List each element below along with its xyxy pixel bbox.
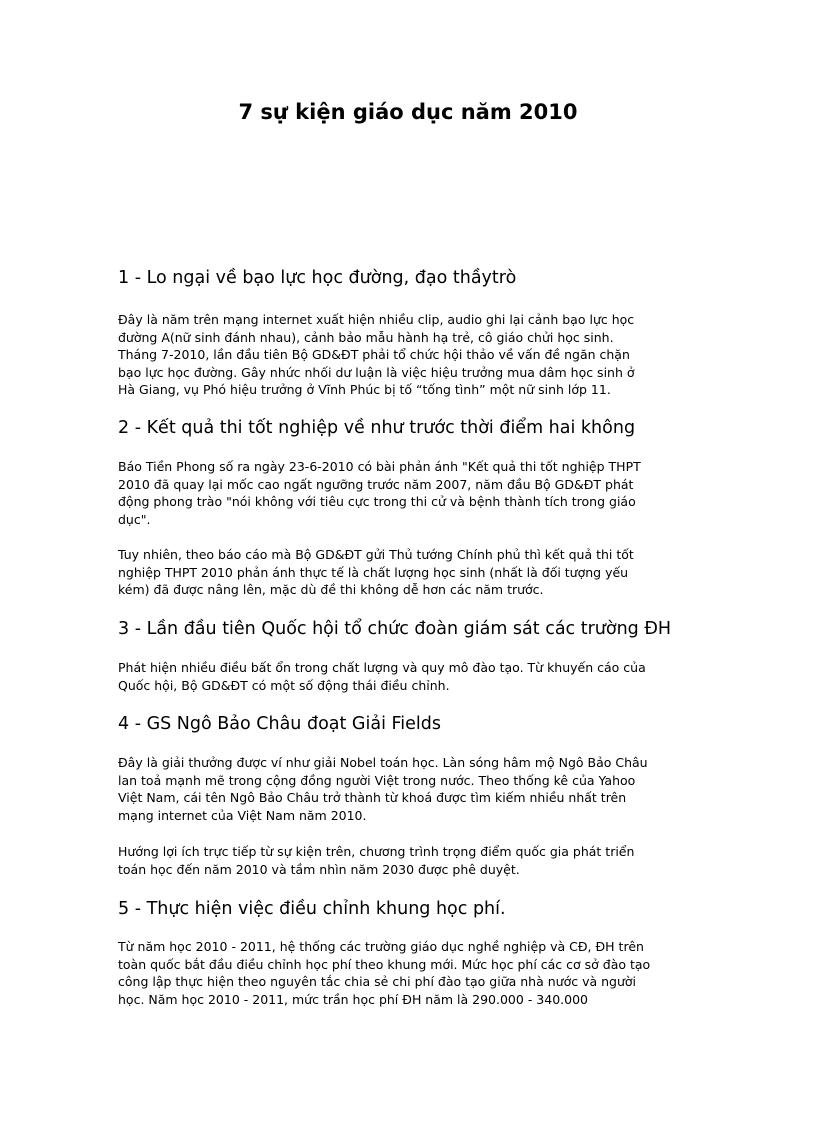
- section-4-heading: 4 - GS Ngô Bảo Châu đoạt Giải Fields: [118, 714, 442, 734]
- section-2-heading: 2 - Kết quả thi tốt nghiệp về như trước thời điểm hai không: [118, 418, 636, 438]
- text-line: 2010 đã quay lại mốc cao ngất ngưỡng trước năm 2007, năm đầu Bộ GD&ĐT phát: [118, 476, 634, 492]
- text-line: nghiệp THPT 2010 phản ánh thực tế là chất lượng học sinh (nhất là đối tượng yếu: [118, 564, 629, 580]
- text-line: dục".: [118, 511, 151, 527]
- text-line: lan toả mạnh mẽ trong cộng đồng người Việt trong nước. Theo thống kê của Yahoo: [118, 772, 636, 788]
- section-3-heading: 3 - Lần đầu tiên Quốc hội tổ chức đoàn giám sát các trường ĐH: [118, 619, 672, 639]
- text-line: Phát hiện nhiều điều bất ổn trong chất lượng và quy mô đào tạo. Từ khuyến cáo của: [118, 660, 646, 675]
- section-3-paragraph-1: [118, 659, 690, 694]
- section-5-heading: 5 - Thực hiện việc điều chỉnh khung học phí.: [118, 899, 506, 919]
- text-line: Báo Tiền Phong số ra ngày 23-6-2010 có bài phản ánh "Kết quả thi tốt nghiệp THPT: [118, 459, 641, 474]
- text-line: mạng internet của Việt Nam năm 2010.: [118, 807, 367, 823]
- text-line: bạo lực học đường. Gây nhức nhối dư luận là việc hiệu trưởng mua dâm học sinh ở: [118, 364, 635, 380]
- text-line: Đây là giải thưởng được ví như giải Nobel toán học. Làn sóng hâm mộ Ngô Bảo Châu: [118, 755, 648, 770]
- section-2-paragraph-2: [118, 546, 690, 599]
- section-5-paragraph-1: [118, 938, 690, 1008]
- section-4-paragraph-1: [118, 754, 690, 824]
- text-line: Đây là năm trên mạng internet xuất hiện nhiều clip, audio ghi lại cảnh bạo lực học: [118, 312, 635, 327]
- text-line: động phong trào "nói không với tiêu cực trong thi cử và bệnh thành tích trong giáo: [118, 494, 636, 509]
- text-line: Quốc hội, Bộ GD&ĐT có một số động thái điều chỉnh.: [118, 677, 450, 693]
- section-1-heading: 1 - Lo ngại về bạo lực học đường, đạo thầytrò: [118, 268, 517, 288]
- document-title: 7 sự kiện giáo dục năm 2010: [238, 100, 578, 124]
- section-2-paragraph-1: [118, 458, 690, 528]
- section-1-paragraph-1: [118, 311, 690, 399]
- text-line: kém) đã được nâng lên, mặc dù đề thi không dễ hơn các năm trước.: [118, 582, 544, 597]
- text-line: Hà Giang, vụ Phó hiệu trưởng ở Vĩnh Phúc bị tố “tống tình” một nữ sinh lớp 11.: [118, 382, 611, 397]
- text-line: Việt Nam, cái tên Ngô Bảo Châu trở thành từ khoá được tìm kiếm nhiều nhất trên: [118, 790, 627, 805]
- text-line: toán học đến năm 2010 và tầm nhìn năm 2030 được phê duyệt.: [118, 861, 520, 877]
- text-line: Tuy nhiên, theo báo cáo mà Bộ GD&ĐT gửi Thủ tướng Chính phủ thì kết quả thi tốt: [118, 547, 634, 562]
- text-line: toàn quốc bắt đầu điều chỉnh học phí theo khung mới. Mức học phí các cơ sở đào tạo: [118, 956, 651, 972]
- text-line: học. Năm học 2010 - 2011, mức trần học phí ĐH năm là 290.000 - 340.000: [118, 991, 588, 1007]
- text-line: công lập thực hiện theo nguyên tắc chia sẻ chi phí đào tạo giữa nhà nước và người: [118, 974, 636, 989]
- section-4-paragraph-2: [118, 843, 690, 878]
- text-line: Từ năm học 2010 - 2011, hệ thống các trường giáo dục nghề nghiệp và CĐ, ĐH trên: [118, 939, 644, 954]
- text-line: Tháng 7-2010, lần đầu tiên Bộ GD&ĐT phải tổ chức hội thảo về vấn đề ngăn chặn: [118, 347, 630, 362]
- text-line: đường A(nữ sinh đánh nhau), cảnh bảo mẫu hành hạ trẻ, cô giáo chửi học sinh.: [118, 329, 614, 345]
- text-line: Hướng lợi ích trực tiếp từ sự kiện trên, chương trình trọng điểm quốc gia phát triển: [118, 844, 635, 859]
